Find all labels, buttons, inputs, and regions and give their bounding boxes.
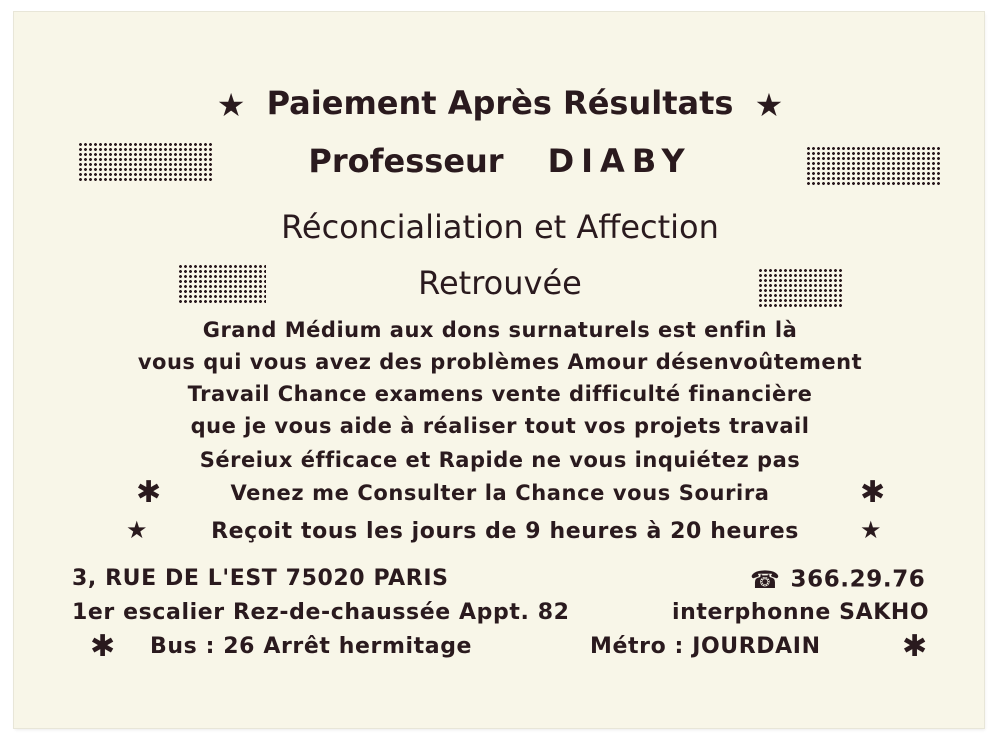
name-line <box>0 142 1000 180</box>
body-line: Grand Médium aux dons surnaturels est enfin là <box>202 318 798 342</box>
subtitle-2: Retrouvée <box>418 264 582 302</box>
bus-text: Bus : 26 Arrêt hermitage <box>150 634 473 659</box>
interphone-text: interphonne SAKHO <box>672 600 930 625</box>
body-line: Séreiux éfficace et Rapide ne vous inquiétez pas <box>199 448 801 472</box>
header-line <box>0 84 1000 122</box>
address-line-2: 1er escalier Rez-de-chaussée Appt. 82 <box>72 600 570 625</box>
name-prefix: Professeur <box>308 142 504 180</box>
body-line: Travail Chance examens vente difficulté financière <box>187 382 813 406</box>
header-text: Paiement Après Résultats <box>266 84 734 122</box>
body-line: que je vous aide à réaliser tout vos projets travail <box>190 414 810 438</box>
phone-block <box>750 566 925 594</box>
phone-number: 366.29.76 <box>790 566 926 593</box>
hours-line <box>0 516 1000 546</box>
metro-text: Métro : JOURDAIN <box>590 634 821 659</box>
subtitle-1: Réconcialiation et Affection <box>281 208 719 246</box>
name: DIABY <box>547 142 692 180</box>
transit-line <box>0 629 1000 666</box>
star-icon: ★ <box>860 516 883 544</box>
star-icon: ★ <box>126 516 149 544</box>
asterisk-icon: ✱ <box>90 629 116 664</box>
asterisk-icon: ✱ <box>902 629 928 664</box>
consult-text: Venez me Consulter la Chance vous Sourira <box>230 481 770 505</box>
address-line-1: 3, RUE DE L'EST 75020 PARIS <box>72 566 449 591</box>
telephone-icon: ☎ <box>750 566 781 594</box>
star-icon: ★ <box>754 86 784 124</box>
hours-text: Reçoit tous les jours de 9 heures à 20 heures <box>211 519 799 544</box>
consult-line <box>0 475 1000 510</box>
star-icon: ★ <box>216 86 246 124</box>
asterisk-icon: ✱ <box>860 475 886 510</box>
body-line: vous qui vous avez des problèmes Amour désenvoûtement <box>137 350 863 374</box>
asterisk-icon: ✱ <box>136 475 162 510</box>
